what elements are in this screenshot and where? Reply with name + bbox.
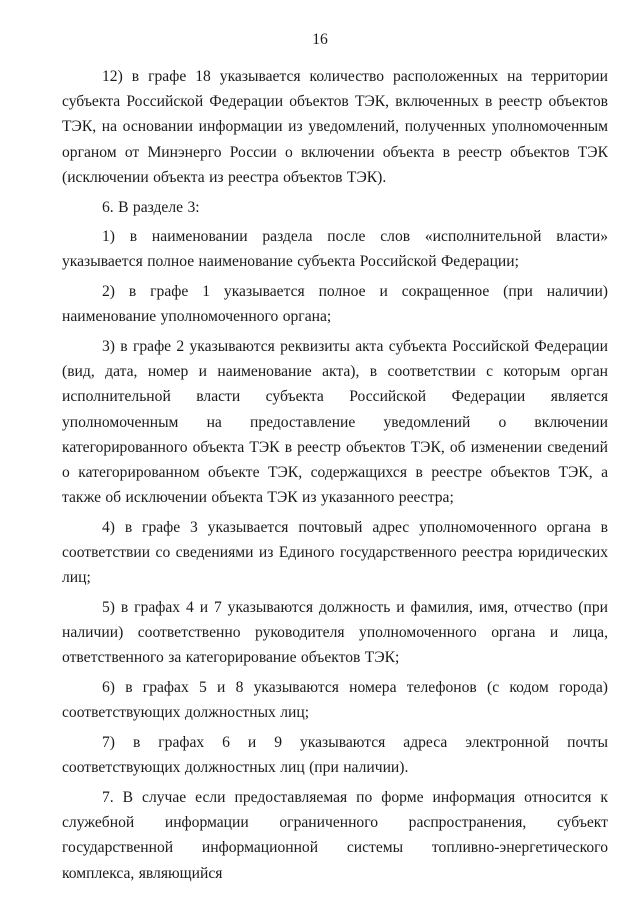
paragraph-item-4: 4) в графе 3 указывается почтовый адрес уполномоченного органа в соответствии со сведениями из Единого государственного реестра юридических лиц; bbox=[62, 518, 608, 587]
paragraph-item-7: 7) в графах 6 и 9 указываются адреса электронной почты соответствующих должностных лиц (при наличии). bbox=[62, 734, 608, 777]
document-body bbox=[62, 64, 608, 886]
paragraph-item-2: 2) в графе 1 указывается полное и сокращенное (при наличии) наименование уполномоченного органа; bbox=[62, 283, 608, 326]
paragraph-item-3: 3) в графе 2 указываются реквизиты акта субъекта Российской Федерации (вид, дата, номер и наименование акта), в соответствии с которым орган исполнительной власти субъекта Российской Федерации является уполномоченным на предоставление уведомлений о включении категорированного объекта ТЭК в реестр объектов ТЭК, об изменении сведений о категорированном объекте ТЭК, содержащихся в реестре объектов ТЭК, а также об исключении объекта ТЭК из указанного реестра; bbox=[62, 338, 608, 507]
paragraph-item-6: 6) в графах 5 и 8 указываются номера телефонов (с кодом города) соответствующих должностных лиц; bbox=[62, 679, 608, 722]
section-7-paragraph: 7. В случае если предоставляемая по форме информация относится к служебной информации ограниченного распространения, субъект государственной информационной системы топливно-энергетического комплекса, являющийся bbox=[62, 788, 608, 882]
paragraph-item-5: 5) в графах 4 и 7 указываются должность и фамилия, имя, отчество (при наличии) соответственно руководителя уполномоченного органа и лица, ответственного за категорирование объектов ТЭК; bbox=[62, 599, 608, 667]
page-number: 16 bbox=[312, 31, 328, 48]
paragraph-item-12: 12) в графе 18 указывается количество расположенных на территории субъекта Российской Федерации объектов ТЭК, включенных в реестр объектов ТЭК, на основании информации из уведомлений, полученных уполномоченным органом от Минэнерго России о включении объекта в реестр объектов ТЭК (исключении объекта из реестра объектов ТЭК). bbox=[62, 68, 608, 186]
paragraph-item-1: 1) в наименовании раздела после слов «исполнительной власти» указывается полное наименование субъекта Российской Федерации; bbox=[62, 228, 608, 271]
section-6-heading: 6. В разделе 3: bbox=[102, 198, 200, 216]
